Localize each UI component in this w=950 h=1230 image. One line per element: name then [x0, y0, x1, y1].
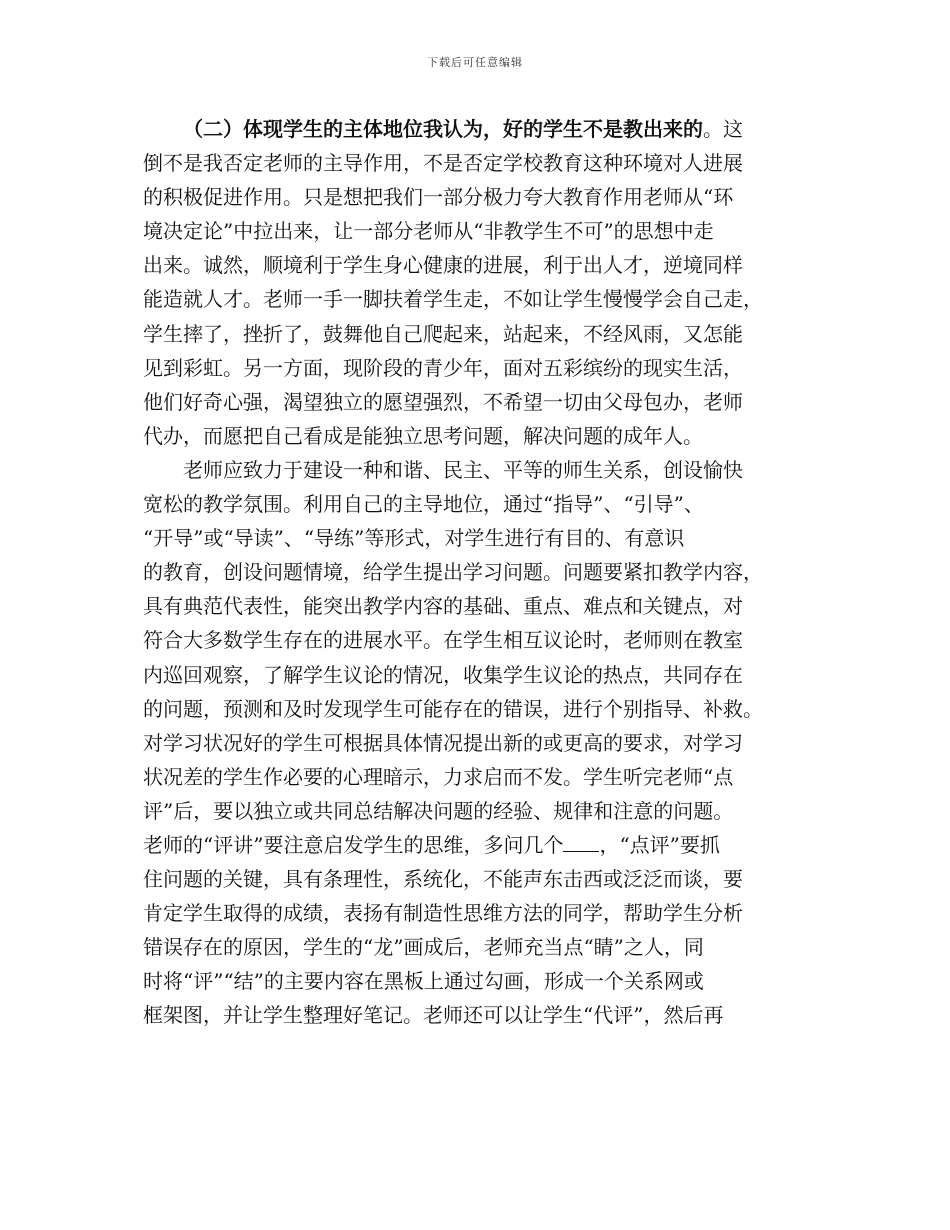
text-line: 时将“评”“结”的主要内容在黑板上通过勾画，形成一个关系网或	[143, 969, 704, 994]
text-line: 能造就人才。老师一手一脚扶着学生走，不如让学生慢慢学会自己走，	[143, 287, 763, 312]
text-line: 状况差的学生作必要的心理暗示，力求启而不发。学生听完老师“点	[143, 764, 734, 789]
text-line: 住问题的关键，具有条理性，系统化，不能声东击西或泛泛而谈，要	[143, 867, 743, 892]
paragraph-2	[143, 453, 807, 1033]
text-line: 出来。诚然，顺境利于学生身心健康的进展，利于出人才，逆境同样	[143, 253, 743, 278]
text-line: 具有典范代表性，能突出教学内容的基础、重点、难点和关键点，对	[143, 594, 743, 619]
text-run: 。这	[703, 117, 743, 141]
text-line: 他们好奇心强，渴望独立的愿望强烈，不希望一切由父母包办，老师	[143, 389, 743, 414]
text-line	[143, 112, 807, 146]
text-line: 见到彩虹。另一方面，现阶段的青少年，面对五彩缤纷的现实生活，	[143, 355, 743, 380]
text-line: 的积极促进作用。只是想把我们一部分极力夸大教育作用老师从“环	[143, 185, 734, 210]
text-line: 错误存在的原因，学生的“龙”画成后，老师充当点“睛”之人，同	[143, 935, 704, 960]
paragraph-1	[143, 112, 807, 453]
text-line: 的教育，创设问题情境，给学生提出学习问题。问题要紧扣教学内容，	[143, 560, 763, 585]
text-line: 学生摔了，挫折了，鼓舞他自己爬起来，站起来，不经风雨，又怎能	[143, 321, 743, 346]
page-header: 下载后可任意编辑	[427, 56, 523, 69]
text-line: 内巡回观察，了解学生议论的情况，收集学生议论的热点，共同存在	[143, 662, 743, 687]
text-line: “开导”或“导读”、“导练”等形式，对学生进行有目的、有意识	[143, 526, 685, 551]
text-run: 老师的“评讲”要注意启发学生的思维，多问几个	[143, 832, 564, 857]
text-line: 宽松的教学氛围。利用自己的主导地位，通过“指导”、“引导”、	[143, 492, 704, 517]
document-body	[143, 112, 807, 1033]
text-line: 肯定学生取得的成绩，表扬有制造性思维方法的同学，帮助学生分析	[143, 901, 743, 926]
text-run: ，“点评”要抓	[599, 832, 720, 857]
text-line: 符合大多数学生存在的进展水平。在学生相互议论时，老师则在教室	[143, 628, 743, 653]
text-line: 境决定论”中拉出来，让一部分老师从“非教学生不可”的思想中走	[143, 219, 714, 244]
text-line	[143, 828, 807, 862]
text-line: 的问题，预测和及时发现学生可能存在的错误，进行个别指导、补救。	[143, 696, 763, 721]
text-line: 代办，而愿把自己看成是能独立思考问题，解决问题的成年人。	[143, 423, 703, 448]
text-line: 对学习状况好的学生可根据具体情况提出新的或更高的要求，对学习	[143, 730, 743, 755]
text-line: 倒不是我否定老师的主导作用，不是否定学校教育这种环境对人进展	[143, 151, 743, 176]
fill-in-blank	[563, 833, 599, 852]
text-line: 评”后，要以独立或共同总结解决问题的经验、规律和注意的问题。	[143, 798, 734, 823]
text-line: 框架图，并让学生整理好笔记。老师还可以让学生“代评”，然后再	[143, 1003, 724, 1028]
text-line: 老师应致力于建设一种和谐、民主、平等的师生关系，创设愉快	[183, 457, 743, 482]
section-heading: （二）体现学生的主体地位我认为，好的学生不是教出来的	[183, 117, 703, 141]
